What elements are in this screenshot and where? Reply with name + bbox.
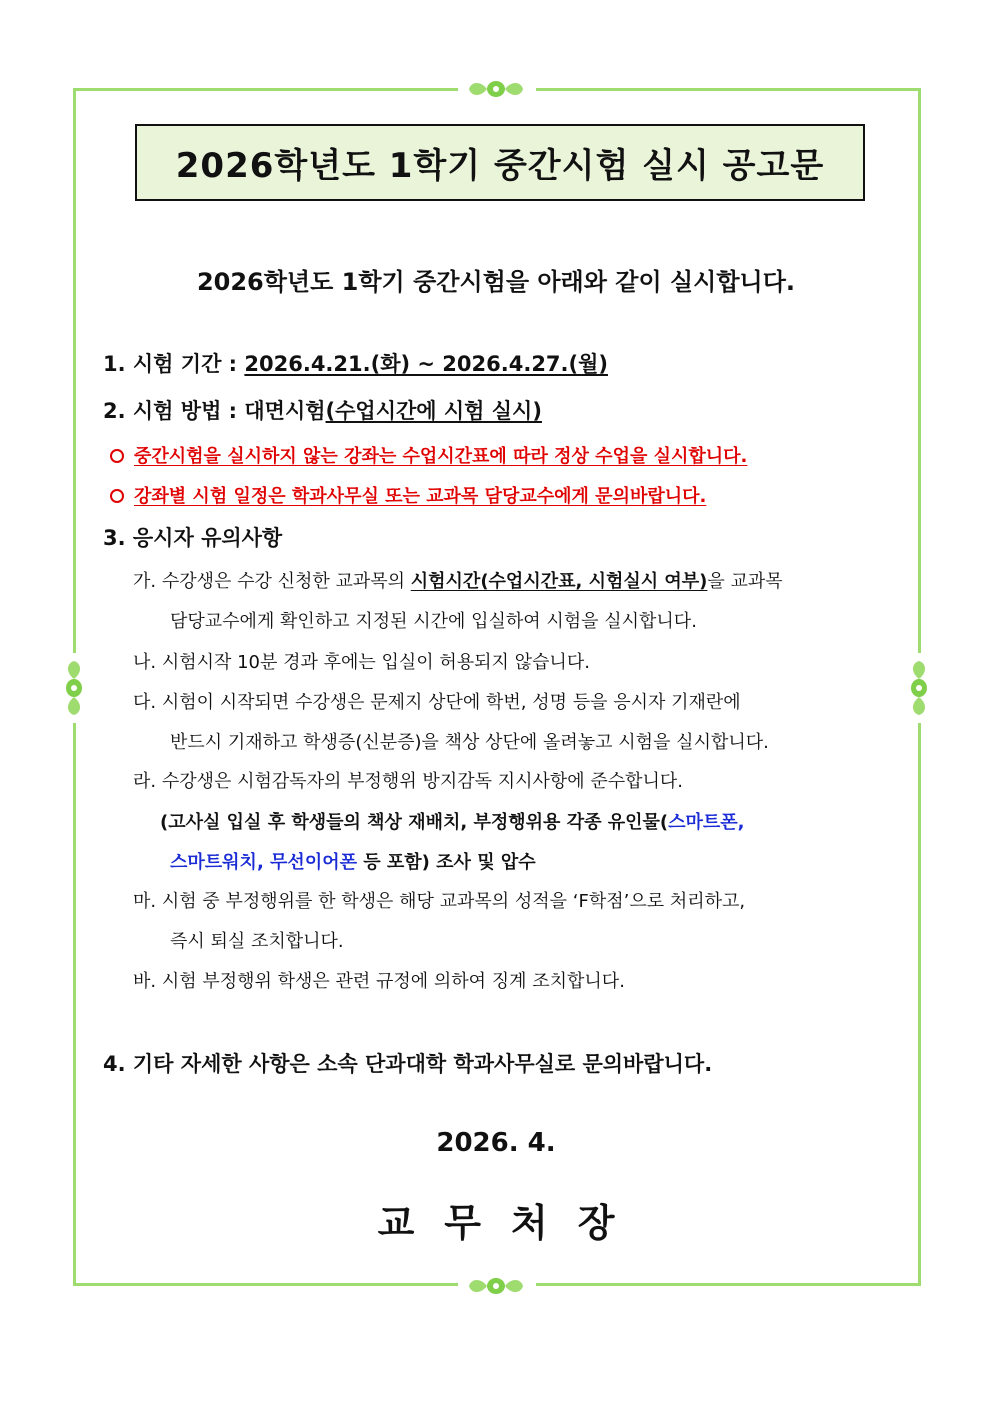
ornament-right-icon <box>906 658 932 718</box>
caution-da-line1: 다. 시험이 시작되면 수강생은 문제지 상단에 학번, 성명 등을 응시자 기재란에 <box>133 692 741 713</box>
ornament-bottom-icon <box>466 1273 526 1299</box>
caution-ga-text: 가. 수강생은 수강 신청한 교과목의 <box>133 571 411 592</box>
notice-item <box>110 442 747 468</box>
caution-ga-line2: 담당교수에게 확인하고 지정된 시간에 입실하여 시험을 실시합니다. <box>170 611 697 632</box>
other-info: 4. 기타 자세한 사항은 소속 단과대학 학과사무실로 문의바랍니다. <box>103 1052 713 1076</box>
caution-ra-note-line1 <box>160 808 745 834</box>
exam-period-label: 1. 시험 기간 : <box>103 352 245 376</box>
ornament-left-icon <box>61 658 87 718</box>
caution-ma-line1: 마. 시험 중 부정행위를 한 학생은 해당 교과목의 성적을 ‘F학점’으로 처리하고, <box>133 891 746 912</box>
caution-da-line2: 반드시 기재하고 학생증(신분증)을 책상 상단에 올려놓고 시험을 실시합니다. <box>170 732 769 753</box>
exam-period-value: 2026.4.21.(화) ~ 2026.4.27.(월) <box>244 352 609 376</box>
caution-ra-note-line2 <box>170 848 536 874</box>
notice-date: 2026. 4. <box>436 1128 556 1158</box>
caution-ma-line2: 즉시 퇴실 조치합니다. <box>170 931 344 952</box>
caution-ra-note-tail: 등 포함) 조사 및 압수 <box>356 852 536 873</box>
notice-item <box>110 482 706 508</box>
caution-ba: 바. 시험 부정행위 학생은 관련 규정에 의하여 징계 조치합니다. <box>133 971 625 992</box>
notice-title-text: 2026학년도 1학기 중간시험 실시 공고문 <box>175 146 825 186</box>
cautions-heading: 3. 응시자 유의사항 <box>103 526 283 550</box>
ornament-top-icon <box>466 76 526 102</box>
notice-item-text: 강좌별 시험 일정은 학과사무실 또는 교과목 담당교수에게 문의바랍니다. <box>134 486 707 507</box>
exam-method-value: (수업시간에 시험 실시) <box>325 399 542 423</box>
notice-title <box>135 124 865 201</box>
exam-method <box>103 395 542 425</box>
caution-ga-tail: 을 교과목 <box>707 571 783 592</box>
circle-bullet-icon <box>110 489 124 503</box>
notice-item-text: 중간시험을 실시하지 않는 강좌는 수업시간표에 따라 정상 수업을 실시합니다. <box>134 446 748 467</box>
circle-bullet-icon <box>110 449 124 463</box>
caution-ga <box>133 567 783 593</box>
caution-ra-note-text: (고사실 입실 후 학생들의 책상 재배치, 부정행위용 각종 유인물( <box>160 812 669 833</box>
caution-ra: 라. 수강생은 시험감독자의 부정행위 방지감독 지시사항에 준수합니다. <box>133 771 684 792</box>
exam-method-label: 2. 시험 방법 : 대면시험 <box>103 399 326 423</box>
caution-na: 나. 시험시작 10분 경과 후에는 입실이 허용되지 않습니다. <box>133 652 590 673</box>
intro-text: 2026학년도 1학기 중간시험을 아래와 같이 실시합니다. <box>196 268 796 296</box>
caution-ra-note-device: 스마트폰, <box>668 812 745 833</box>
caution-ga-highlight: 시험시간(수업시간표, 시험실시 여부) <box>410 571 708 592</box>
caution-ra-note-devices: 스마트워치, 무선이어폰 <box>170 852 357 873</box>
exam-period <box>103 348 608 378</box>
issuer: 교무처장 <box>377 1201 645 1245</box>
